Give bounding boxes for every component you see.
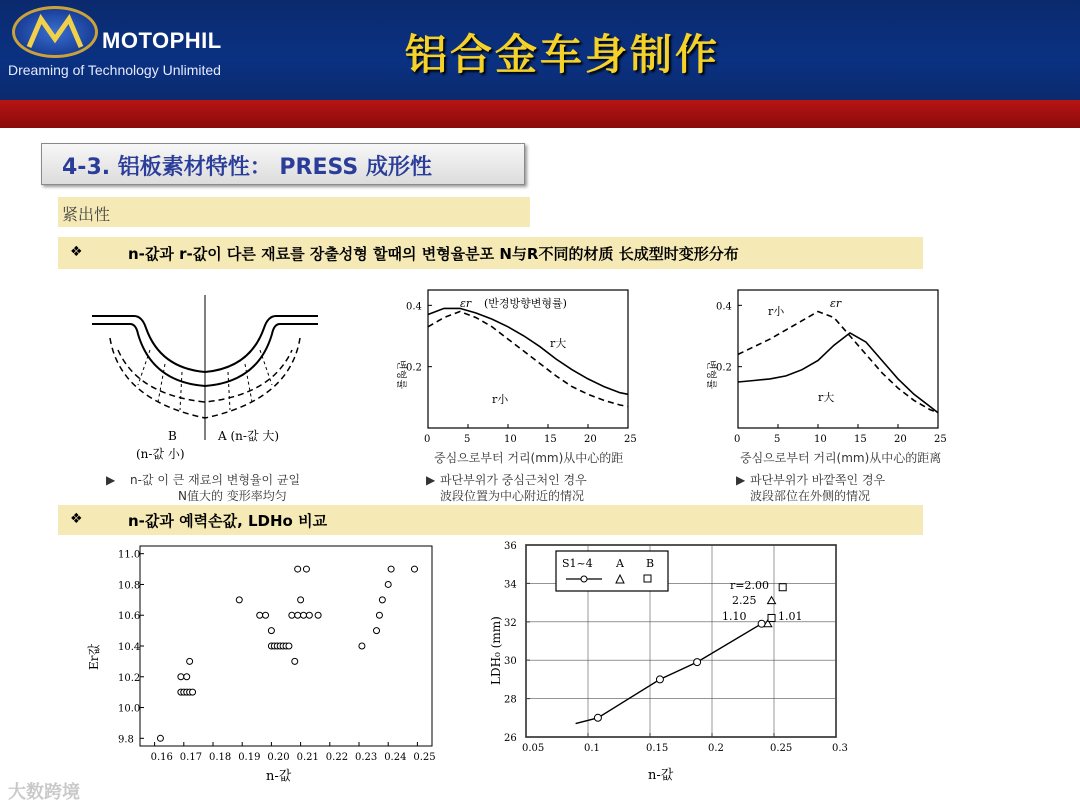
fig5-point-square bbox=[768, 614, 775, 621]
fig4-point bbox=[178, 674, 184, 680]
fig4-point bbox=[359, 643, 365, 649]
fig4-xtick-label: 0.24 bbox=[384, 752, 407, 763]
fig3-series-r-small bbox=[738, 312, 938, 413]
fig5-xlabel: n-값 bbox=[648, 768, 674, 783]
fig5-ldh-chart bbox=[478, 535, 858, 785]
fig3-series-r-big bbox=[738, 333, 938, 413]
label-n-small: (n-값 小) bbox=[136, 447, 185, 461]
fig4-xtick-label: 0.18 bbox=[209, 752, 232, 763]
fig5-point-circle bbox=[694, 659, 701, 666]
fig4-point bbox=[411, 566, 417, 572]
fig4-xtick-label: 0.20 bbox=[267, 752, 290, 763]
fig4-xtick-label: 0.17 bbox=[179, 752, 203, 763]
fig4-point bbox=[286, 643, 292, 649]
fig5-annotation-225: 2.25 bbox=[732, 594, 757, 607]
fig5-xtick-label: 0.2 bbox=[708, 743, 724, 754]
fig5-legend-series: S1~4 bbox=[562, 557, 593, 570]
fig3-label-r-big: r大 bbox=[818, 391, 835, 404]
fig2-series-r-big bbox=[428, 308, 628, 394]
fig5-ytick-label: 28 bbox=[504, 694, 517, 706]
bullet1-text: n-값과 r-값이 다른 재료를 장출성형 할때의 변형율분포 N与R不同的材质 长成型时变形分布 bbox=[128, 245, 739, 263]
subtitle-text: 紧出性 bbox=[62, 205, 111, 224]
subtitle-band bbox=[58, 197, 530, 227]
fig5-xtick-label: 0.05 bbox=[522, 743, 545, 754]
fig5-ytick-label: 34 bbox=[504, 579, 517, 591]
fig4-ytick-label: 10.8 bbox=[118, 580, 141, 592]
fig2-ytick-label: 0.4 bbox=[406, 301, 422, 313]
fig2-legend-note: (반경방향변형률) bbox=[484, 297, 567, 310]
fig5-ylabel: LDH₀ (mm) bbox=[489, 616, 503, 685]
fig4-xtick-label: 0.19 bbox=[238, 752, 261, 763]
fig4-point bbox=[385, 581, 391, 587]
fig4-point bbox=[301, 612, 307, 618]
fig2-xtick-label: 10 bbox=[504, 434, 517, 445]
fig5-legend-square bbox=[644, 575, 651, 582]
bullet2-band bbox=[58, 505, 923, 535]
fig5-point-square bbox=[779, 584, 786, 591]
fig5-legend-a: A bbox=[616, 557, 624, 570]
fig3-xtick-label: 20 bbox=[894, 434, 907, 445]
fig2-curve-label: εr bbox=[460, 297, 472, 310]
label-b: B bbox=[168, 429, 177, 443]
fig5-annotation-r: r=2.00 bbox=[730, 579, 769, 592]
fig2-ytick-label: 0.2 bbox=[406, 362, 422, 374]
fig4-er-scatter bbox=[80, 540, 450, 790]
section-title: 4-3. 铝板素材特性： PRESS 成形性 bbox=[62, 155, 432, 180]
fig3-label-r-small: r小 bbox=[768, 305, 785, 318]
fig4-point bbox=[257, 612, 263, 618]
bullet1-mark: ❖ bbox=[70, 244, 83, 260]
fig4-ylabel: Er값 bbox=[87, 643, 101, 670]
fig3-xlabel: 중심으로부터 거리(mm)从中心的距离 bbox=[740, 451, 942, 465]
watermark-text: 大数跨境 bbox=[8, 782, 80, 803]
fig4-point bbox=[295, 566, 301, 572]
fig4-point bbox=[298, 597, 304, 603]
fig4-point bbox=[289, 612, 295, 618]
fig3-ytick-label: 0.4 bbox=[716, 301, 732, 313]
label-a: A (n-값 大) bbox=[218, 429, 280, 443]
cup-section-diagram bbox=[90, 290, 320, 461]
fig5-legend-circle bbox=[581, 576, 587, 582]
fig5-ytick-label: 32 bbox=[504, 617, 517, 629]
fig2-caption-line1: 파단부위가 중심근처인 경우 bbox=[440, 473, 587, 487]
fig2-xlabel: 중심으로부터 거리(mm)从中心的距 bbox=[434, 451, 624, 465]
header-red-stripe bbox=[0, 100, 1080, 128]
fig2-series-r-small bbox=[428, 312, 628, 407]
fig2-caption-mark: ▶ bbox=[426, 473, 436, 487]
bullet2-text: n-값과 예력손값, LDHo 비교 bbox=[128, 512, 328, 530]
fig2-label-r-big: r大 bbox=[550, 337, 567, 350]
fig3-xtick-label: 0 bbox=[734, 434, 741, 445]
fig1-caption-mark: ▶ bbox=[106, 473, 116, 487]
fig3-xtick-label: 15 bbox=[854, 434, 867, 445]
fig4-point bbox=[292, 658, 298, 664]
fig4-point bbox=[306, 612, 312, 618]
fig4-point bbox=[388, 566, 394, 572]
fig4-xtick-label: 0.21 bbox=[296, 752, 319, 763]
fig5-ytick-label: 30 bbox=[504, 656, 517, 668]
fig3-xtick-label: 10 bbox=[814, 434, 827, 445]
fig4-point bbox=[268, 628, 274, 634]
fig4-xtick-label: 0.16 bbox=[150, 752, 173, 763]
bullet1-band bbox=[58, 237, 923, 269]
fig3-ytick-label: 0.2 bbox=[716, 362, 732, 374]
fig5-legend-b: B bbox=[646, 557, 655, 570]
fig3-caption-mark: ▶ bbox=[736, 473, 746, 487]
fig2-xtick-label: 25 bbox=[624, 434, 637, 445]
fig3-caption-line1: 파단부위가 바깥쪽인 경우 bbox=[750, 473, 886, 487]
fig5-annotation-110: 1.10 bbox=[722, 610, 747, 623]
fig5-series-line bbox=[576, 624, 762, 724]
bullet2-mark: ❖ bbox=[70, 511, 83, 527]
fig2-caption-line2: 波段位置为中心附近的情况 bbox=[440, 489, 585, 503]
fig4-point bbox=[157, 735, 163, 741]
fig4-point bbox=[236, 597, 242, 603]
fig4-ytick-label: 10.6 bbox=[118, 611, 141, 623]
fig4-xtick-label: 0.23 bbox=[355, 752, 378, 763]
fig4-xtick-label: 0.22 bbox=[325, 752, 349, 763]
fig4-ytick-label: 10.4 bbox=[118, 642, 141, 653]
fig5-point-triangle bbox=[768, 597, 776, 604]
fig3-xtick-label: 25 bbox=[934, 434, 947, 445]
fig1-caption-line2: N值大的 变形率均匀 bbox=[178, 489, 287, 503]
fig4-point bbox=[187, 658, 193, 664]
fig2-strain-chart bbox=[380, 285, 650, 455]
fig4-point bbox=[315, 612, 321, 618]
fig2-xtick-label: 5 bbox=[464, 434, 471, 445]
fig1-caption-line1: n-값 이 큰 재료의 변형율이 균일 bbox=[130, 473, 301, 487]
fig4-point bbox=[379, 597, 385, 603]
fig2-label-r-small: r小 bbox=[492, 393, 509, 406]
fig5-xtick-label: 0.25 bbox=[770, 743, 793, 754]
fig5-xtick-label: 0.1 bbox=[584, 743, 600, 754]
fig4-point bbox=[263, 612, 269, 618]
fig4-xlabel: n-값 bbox=[266, 769, 292, 784]
fig4-point bbox=[295, 612, 301, 618]
fig4-point bbox=[190, 689, 196, 695]
fig4-xtick-label: 0.25 bbox=[413, 752, 436, 763]
fig5-point-circle bbox=[656, 676, 663, 683]
fig4-point bbox=[303, 566, 309, 572]
fig4-point bbox=[376, 612, 382, 618]
fig5-point-circle bbox=[594, 714, 601, 721]
fig5-annotation-101: 1.01 bbox=[778, 610, 803, 623]
fig2-plot-frame bbox=[428, 290, 628, 428]
section-title-box bbox=[41, 143, 525, 185]
fig2-xtick-label: 0 bbox=[424, 434, 431, 445]
fig4-ytick-label: 10.0 bbox=[118, 703, 141, 715]
fig5-ytick-label: 36 bbox=[504, 541, 517, 552]
fig4-ytick-label: 10.2 bbox=[118, 672, 141, 684]
fig5-ytick-label: 26 bbox=[504, 733, 517, 744]
fig3-curve-label: εr bbox=[830, 297, 842, 310]
fig3-ylabel: 변형률 bbox=[705, 360, 716, 389]
fig4-ytick-label: 9.8 bbox=[118, 734, 134, 746]
motophil-logo-icon bbox=[12, 6, 98, 58]
brand-tagline: Dreaming of Technology Unlimited bbox=[8, 62, 221, 78]
fig2-xtick-label: 20 bbox=[584, 434, 597, 445]
fig4-point bbox=[374, 628, 380, 634]
fig4-point bbox=[184, 674, 190, 680]
slide-title: 铝合金车身制作 bbox=[405, 30, 721, 79]
fig4-ytick-label: 11.0 bbox=[118, 549, 141, 561]
brand-name: MOTOPHIL bbox=[102, 28, 222, 53]
fig2-ylabel: 변형률 bbox=[395, 360, 406, 389]
fig5-xtick-label: 0.15 bbox=[646, 743, 669, 754]
fig3-strain-chart bbox=[690, 285, 960, 455]
fig3-xtick-label: 5 bbox=[774, 434, 781, 445]
fig2-xtick-label: 15 bbox=[544, 434, 557, 445]
fig3-caption-line2: 波段部位在外侧的情况 bbox=[750, 489, 871, 503]
fig5-xtick-label: 0.3 bbox=[832, 743, 848, 754]
